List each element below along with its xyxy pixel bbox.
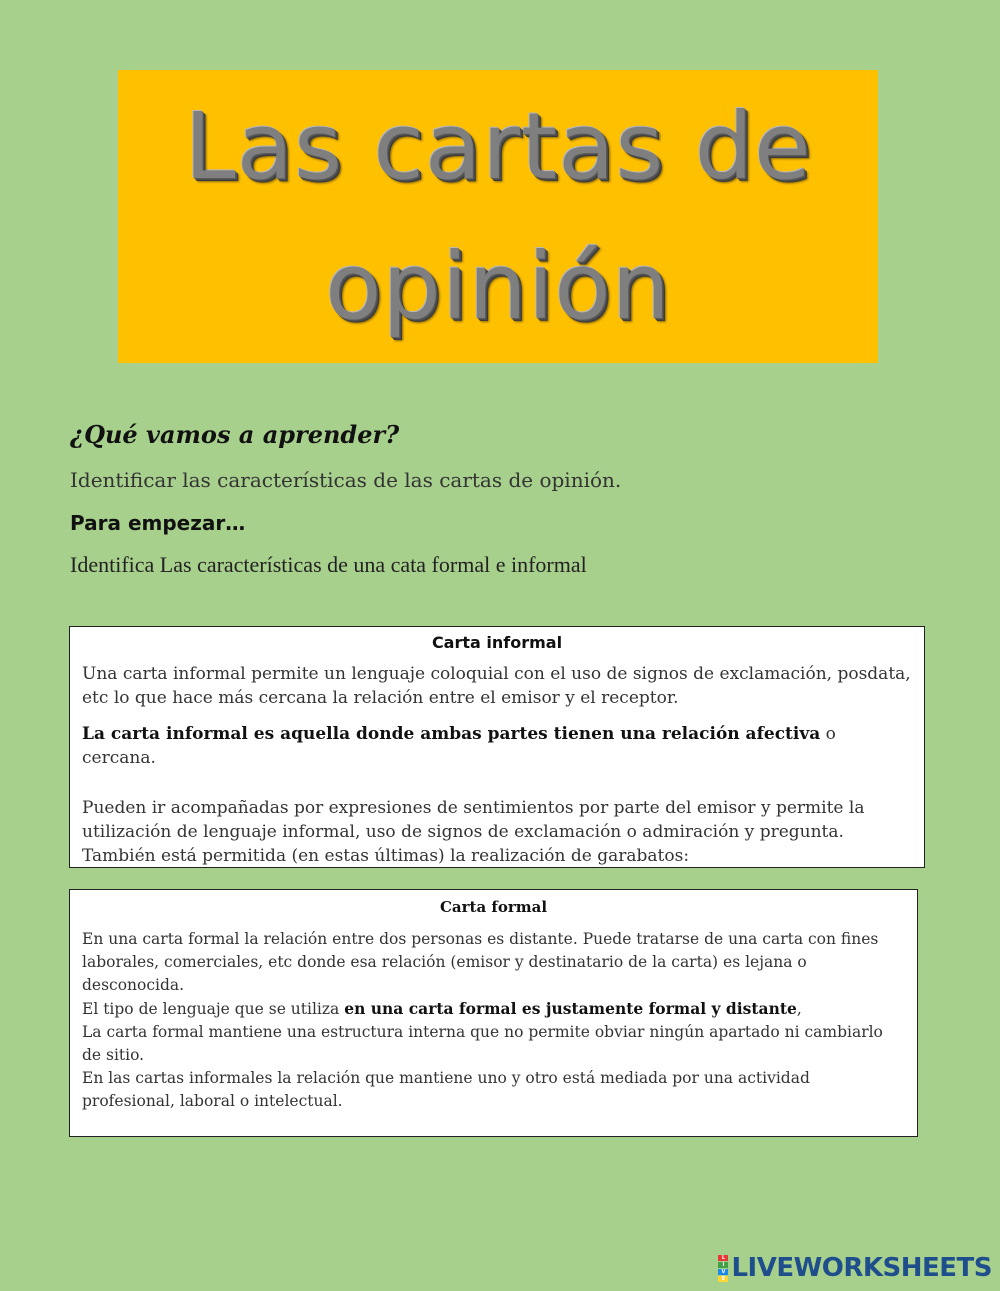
informal-paragraph-1: Una carta informal permite un lenguaje coloquial con el uso de signos de exclamación, posdata, etc lo que hace más cercana la relación entre el emisor y el receptor. bbox=[82, 664, 911, 708]
formal-paragraph-4: En las cartas informales la relación que mantiene uno y otro está mediada por una actividad profesional, laboral o intelectual. bbox=[82, 1069, 810, 1110]
formal-box-title: Carta formal bbox=[439, 898, 548, 916]
title-line-1: Las cartas de bbox=[184, 92, 812, 200]
informal-box-title: Carta informal bbox=[431, 633, 563, 652]
informal-paragraph-3: Pueden ir acompañadas por expresiones de sentimientos por parte del emisor y permite la utilización de lenguaje informal, uso de signos de exclamación o admiración y pregunta. También está permitida (en estas últimas) la realización de garabatos: bbox=[82, 798, 865, 866]
logo-square-i: I bbox=[718, 1262, 728, 1268]
formal-paragraph-2-start: El tipo de lenguaje que se utiliza bbox=[82, 1000, 345, 1018]
logo-square-l: L bbox=[718, 1255, 728, 1261]
formal-paragraph-3: La carta formal mantiene una estructura interna que no permite obviar ningún apartado ni cambiarlo de sitio. bbox=[82, 1023, 883, 1064]
logo-text: LIVEWORKSHEETS bbox=[731, 1253, 992, 1283]
objective-text: Identificar las características de las cartas de opinión. bbox=[70, 468, 622, 492]
logo-square-v: V bbox=[718, 1269, 728, 1275]
formal-paragraph-2 bbox=[82, 997, 905, 1021]
informal-letter-box bbox=[69, 626, 925, 868]
logo-square-e: E bbox=[718, 1276, 728, 1282]
formal-paragraph-2-end: , bbox=[796, 1000, 802, 1018]
formal-paragraph-1: En una carta formal la relación entre dos personas es distante. Puede tratarse de una carta con fines laborales, comerciales, etc donde esa relación (emisor y destinatario de la carta) es lejana o desconocida. bbox=[82, 930, 879, 994]
question-heading: ¿Qué vamos a aprender? bbox=[70, 420, 400, 449]
spacer bbox=[82, 782, 912, 796]
informal-paragraph-2-rest: o cercana. bbox=[82, 724, 836, 768]
formal-letter-box bbox=[69, 889, 918, 1137]
instruction-text: Identifica Las características de una cata formal e informal bbox=[70, 552, 587, 577]
logo-squares bbox=[718, 1255, 728, 1282]
formal-paragraph-2-bold: en una carta formal es justamente formal y distante bbox=[344, 999, 797, 1018]
title-banner bbox=[118, 70, 878, 363]
title-line-2: opinión bbox=[325, 232, 671, 340]
informal-paragraph-2 bbox=[82, 722, 912, 770]
start-heading: Para empezar… bbox=[70, 511, 246, 535]
liveworksheets-logo bbox=[718, 1253, 992, 1283]
informal-paragraph-2-bold: La carta informal es aquella donde ambas partes tienen una relación afectiva bbox=[82, 724, 821, 744]
